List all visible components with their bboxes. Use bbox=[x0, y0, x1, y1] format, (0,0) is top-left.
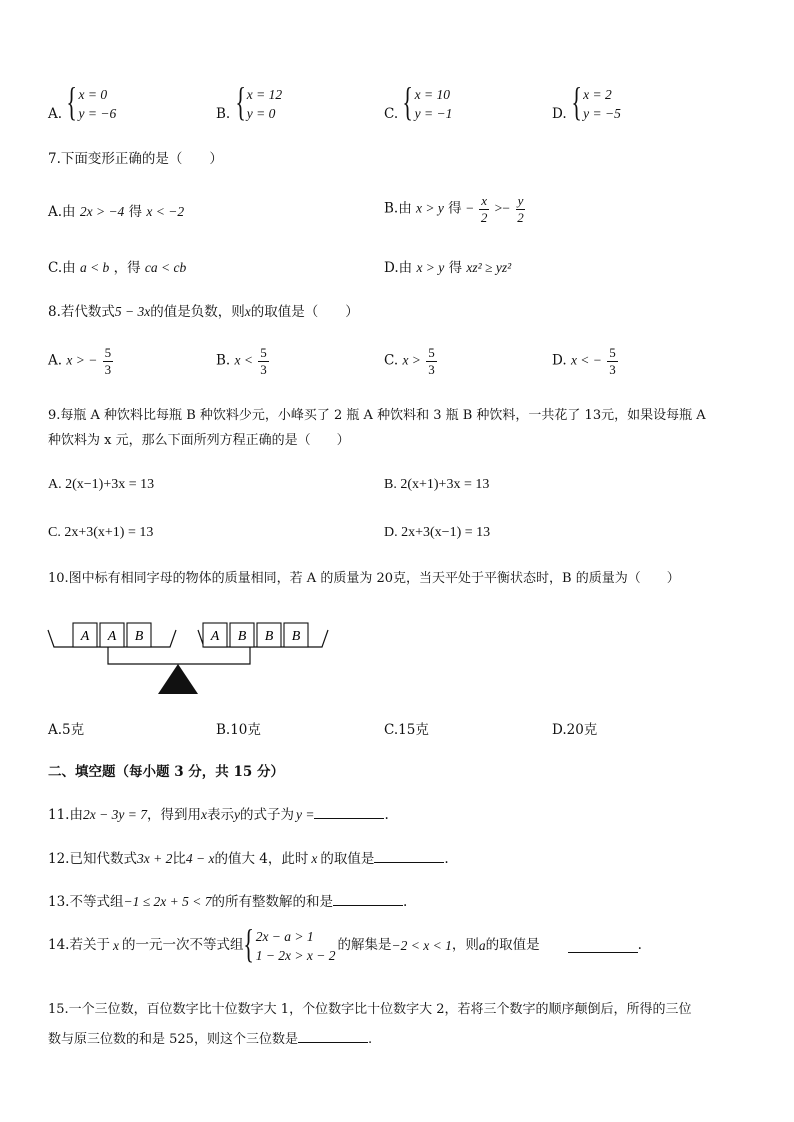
left-box-1 bbox=[73, 623, 97, 647]
q7-option-d: D.由 x > y 得 xz² ≥ yz² bbox=[384, 260, 512, 276]
fraction: $\frac{5}{3}$ bbox=[428, 345, 435, 377]
svg-text:A: A bbox=[80, 629, 90, 644]
svg-text:B: B bbox=[264, 629, 274, 644]
q8-option-d: D. x < − $\frac{5}{3}$ bbox=[552, 345, 616, 377]
left-brace-icon: { bbox=[234, 79, 246, 124]
q6-a-system: { x = 0 y = −6 bbox=[66, 79, 117, 124]
q9-option-d: D. 2x+3(x−1) = 13 bbox=[384, 525, 491, 540]
q6-option-c: C. { x = 10 y = −1 bbox=[384, 79, 453, 124]
balance-scale-figure bbox=[40, 612, 340, 702]
q10-stem: 10.图中标有相同字母的物体的质量相同，若 A 的质量为 20克，当天平处于平衡状态时，B 的质量为（ ） bbox=[48, 571, 680, 586]
left-box-3 bbox=[127, 623, 151, 647]
svg-text:A: A bbox=[210, 629, 220, 644]
left-brace-icon: { bbox=[66, 79, 78, 124]
q13: 13.不等式组−1 ≤ 2x + 5 < 7的所有整数解的和是 . bbox=[48, 894, 408, 910]
fraction: $\frac{y}{2}$ bbox=[517, 193, 524, 225]
svg-text:B: B bbox=[291, 629, 301, 644]
q7-option-c: C.由 a < b ，得 ca < cb bbox=[48, 260, 187, 276]
beam bbox=[108, 647, 250, 664]
q9-stem-line1: 9.每瓶 A 种饮料比每瓶 B 种饮料少元，小峰买了 2 瓶 A 种饮料和 3 瓶 B 种饮料，一共花了 13元，如果设每瓶 A bbox=[48, 408, 706, 423]
answer-blank[interactable] bbox=[333, 893, 403, 906]
q7-option-b: B.由 x > y 得 − $\frac{x}{2}$ >− $\frac{y}{2}$ bbox=[384, 193, 524, 225]
q8-option-c: C. x > $\frac{5}{3}$ bbox=[384, 345, 435, 377]
fraction: $\frac{5}{3}$ bbox=[104, 345, 112, 377]
q7-stem: 7.下面变形正确的是（ ） bbox=[48, 151, 223, 167]
q10-option-b: B.10克 bbox=[216, 722, 261, 738]
q9-stem-line2: 种饮料为 x 元，那么下面所列方程正确的是（ ） bbox=[48, 433, 350, 448]
q8-option-a: A. x > − $\frac{5}{3}$ bbox=[48, 345, 112, 377]
fraction: $\frac{x}{2}$ bbox=[480, 193, 488, 225]
svg-text:A: A bbox=[107, 629, 117, 644]
right-box-3 bbox=[257, 623, 281, 647]
q11: 11.由2x − 3y = 7，得到用x表示y的式子为 y = . bbox=[48, 807, 389, 823]
q10-option-d: D.20克 bbox=[552, 722, 598, 738]
section-heading: 二、填空题（每小题 3 分，共 15 分） bbox=[48, 764, 284, 780]
fulcrum-triangle-icon bbox=[158, 664, 198, 694]
right-box-1 bbox=[203, 623, 227, 647]
svg-text:B: B bbox=[134, 629, 144, 644]
answer-blank[interactable] bbox=[374, 850, 444, 863]
q15-line1: 15.一个三位数，百位数字比十位数字大 1，个位数字比十位数字大 2，若将三个数字的顺序颠倒后，所得的三位 bbox=[48, 1002, 692, 1017]
answer-blank[interactable] bbox=[568, 940, 638, 953]
q14: 14.若关于 x 的一元一次不等式组 { 2x − a > 1 1 − 2x > x − 2 的解集是 −2 < x < 1 ，则 a 的取值是 . bbox=[48, 921, 642, 966]
q10-option-c: C.15克 bbox=[384, 722, 429, 738]
q6-option-b: B. { x = 12 y = 0 bbox=[216, 79, 283, 124]
answer-blank[interactable] bbox=[314, 806, 384, 819]
q9-option-a: A. 2(x−1)+3x = 13 bbox=[48, 477, 155, 492]
right-box-2 bbox=[230, 623, 254, 647]
left-brace-icon: { bbox=[571, 79, 582, 124]
q8-stem: 8.若代数式5 − 3x的值是负数，则x的取值是（ ） bbox=[48, 304, 359, 320]
q6-option-a: A. { x = 0 y = −6 bbox=[48, 79, 117, 124]
answer-blank[interactable] bbox=[298, 1030, 368, 1043]
fraction: $\frac{5}{3}$ bbox=[260, 345, 267, 377]
svg-text:B: B bbox=[237, 629, 247, 644]
fraction: $\frac{5}{3}$ bbox=[609, 345, 616, 377]
q14-system: { 2x − a > 1 1 − 2x > x − 2 bbox=[243, 921, 336, 966]
left-box-2 bbox=[100, 623, 124, 647]
q7-option-a: A.由 2x > −4 得 x < −2 bbox=[48, 204, 185, 220]
q6-option-d: D. { x = 2 y = −5 bbox=[552, 79, 621, 124]
left-brace-icon: { bbox=[402, 79, 414, 124]
q12: 12.已知代数式3x + 2比4 − x的值大 4，此时 x 的取值是 . bbox=[48, 851, 449, 867]
q8-option-b: B. x < $\frac{5}{3}$ bbox=[216, 345, 267, 377]
q9-option-c: C. 2x+3(x+1) = 13 bbox=[48, 525, 154, 540]
q9-option-b: B. 2(x+1)+3x = 13 bbox=[384, 477, 490, 492]
right-box-4 bbox=[284, 623, 308, 647]
q10-option-a: A.5克 bbox=[48, 722, 85, 738]
left-brace-icon: { bbox=[243, 921, 255, 966]
q15-line2: 数与原三位数的和是 525，则这个三位数是 . bbox=[48, 1032, 373, 1047]
